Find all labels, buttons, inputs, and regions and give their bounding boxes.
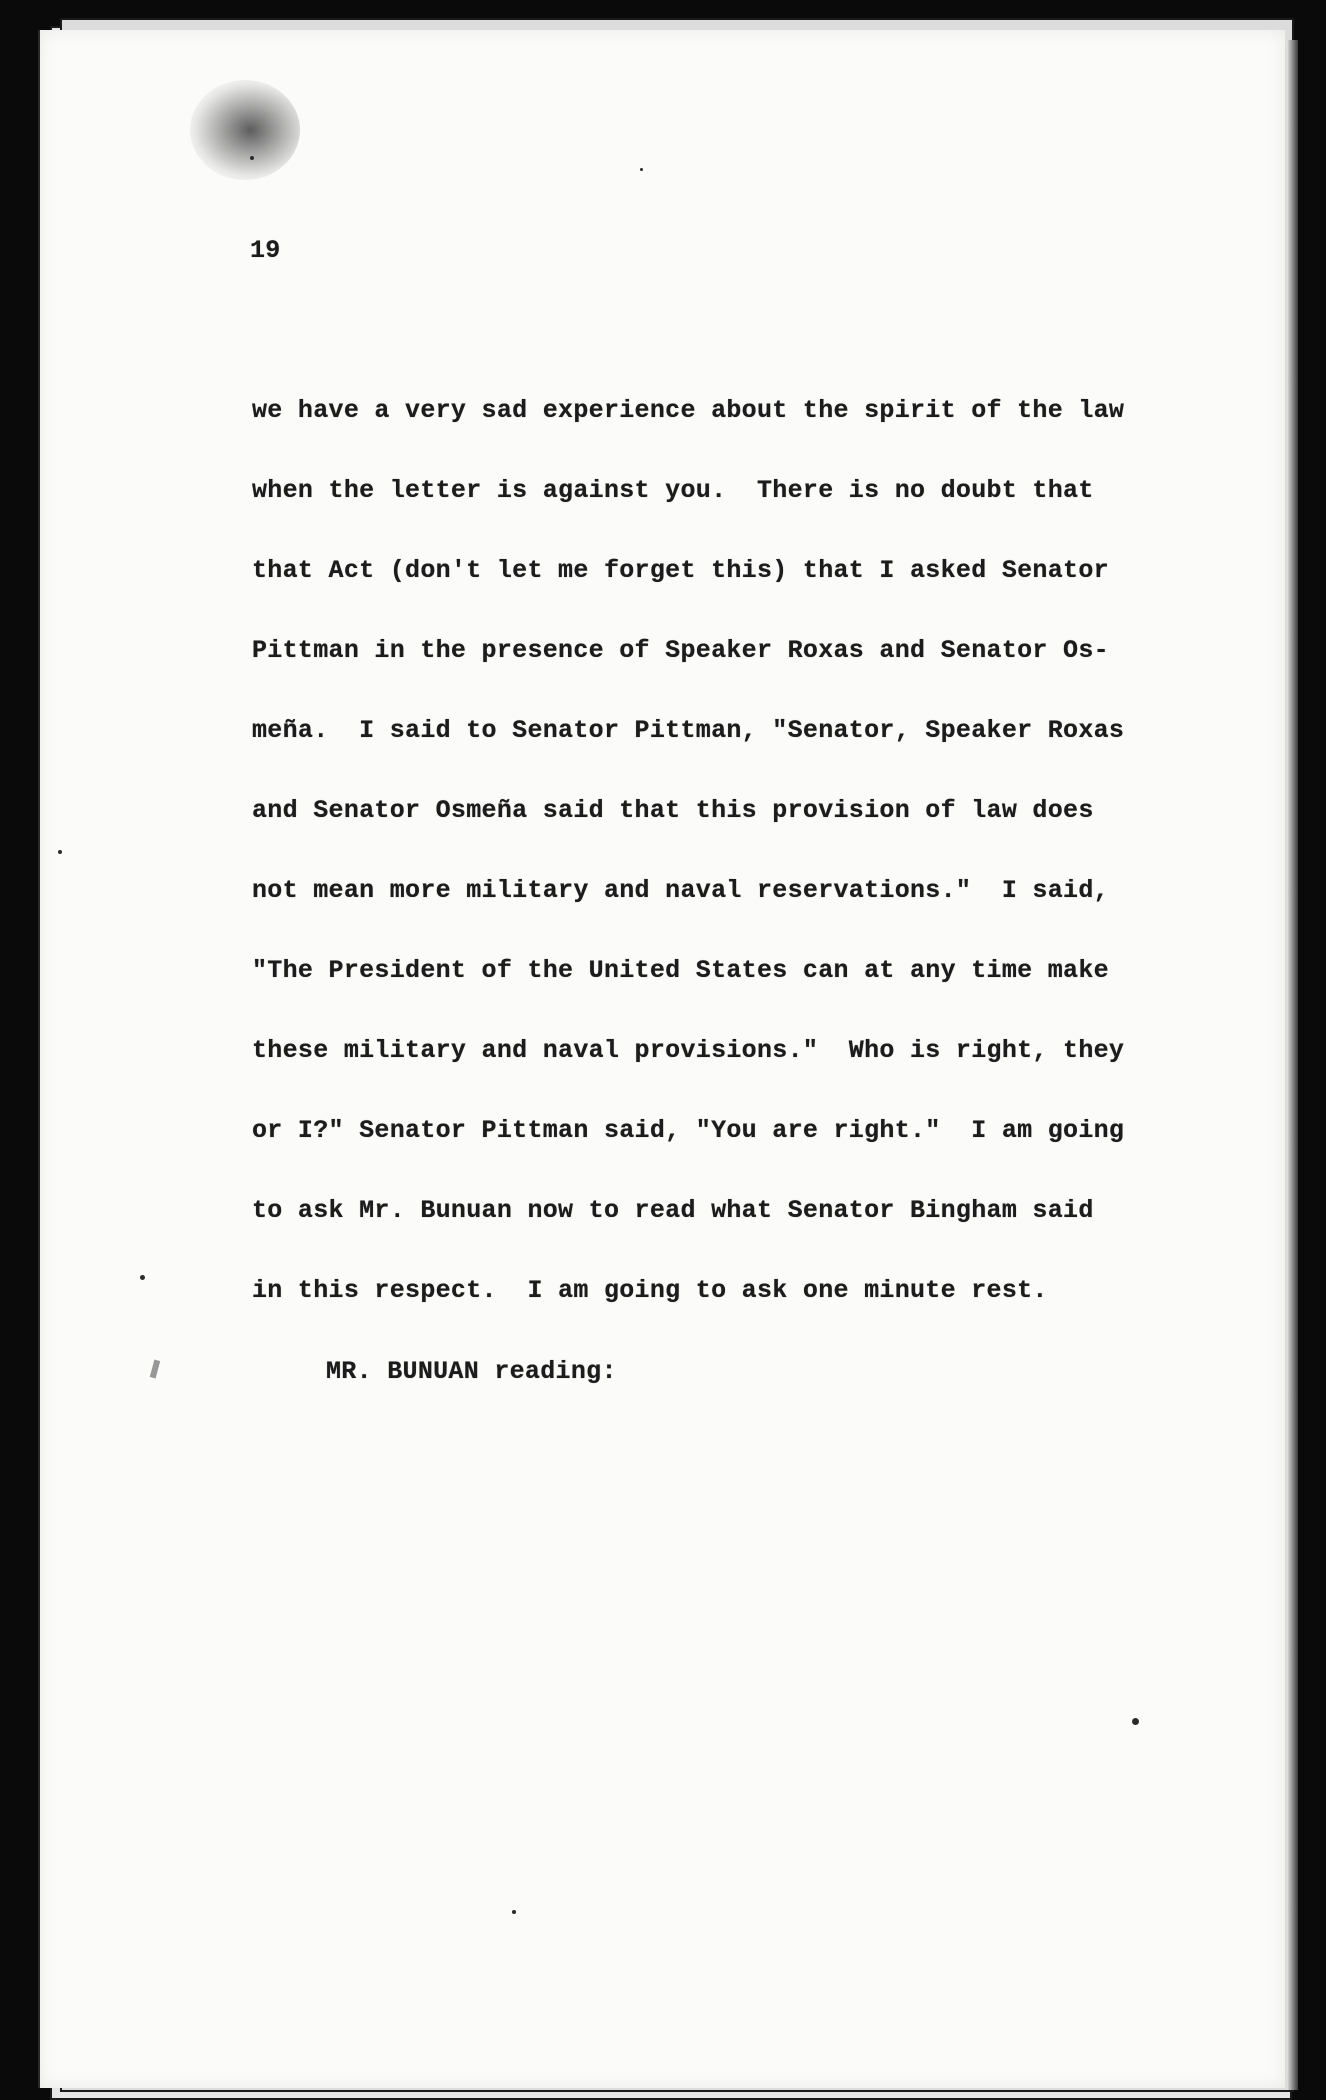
dust-speck xyxy=(250,156,254,160)
text-line: Pittman in the presence of Speaker Roxas and Senator Os- xyxy=(252,636,1109,665)
dust-speck xyxy=(140,1275,145,1280)
text-line: in this respect. I am going to ask one minute rest. xyxy=(252,1276,1048,1305)
text-line: we have a very sad experience about the spirit of the law xyxy=(252,396,1125,425)
text-line: when the letter is against you. There is no doubt that xyxy=(252,476,1094,505)
dust-speck xyxy=(512,1910,516,1914)
text-line: that Act (don't let me forget this) that I asked Senator xyxy=(252,556,1109,585)
text-line: and Senator Osmeña said that this provision of law does xyxy=(252,796,1094,825)
dust-speck xyxy=(640,168,643,171)
speaker-line: MR. BUNUAN reading: xyxy=(326,1357,617,1386)
dust-speck xyxy=(58,850,62,854)
body-text xyxy=(252,396,1152,1356)
ink-smudge xyxy=(190,80,300,180)
text-line: to ask Mr. Bunuan now to read what Senator Bingham said xyxy=(252,1196,1094,1225)
dust-speck xyxy=(1132,1718,1139,1725)
page-number: 19 xyxy=(250,236,281,265)
text-line: "The President of the United States can at any time make xyxy=(252,956,1109,985)
text-line: not mean more military and naval reservations." I said, xyxy=(252,876,1109,905)
text-line: or I?" Senator Pittman said, "You are right." I am going xyxy=(252,1116,1125,1145)
text-line: these military and naval provisions." Who is right, they xyxy=(252,1036,1125,1065)
text-line: meña. I said to Senator Pittman, "Senator, Speaker Roxas xyxy=(252,716,1125,745)
page-stack-edge xyxy=(1288,40,1298,2090)
